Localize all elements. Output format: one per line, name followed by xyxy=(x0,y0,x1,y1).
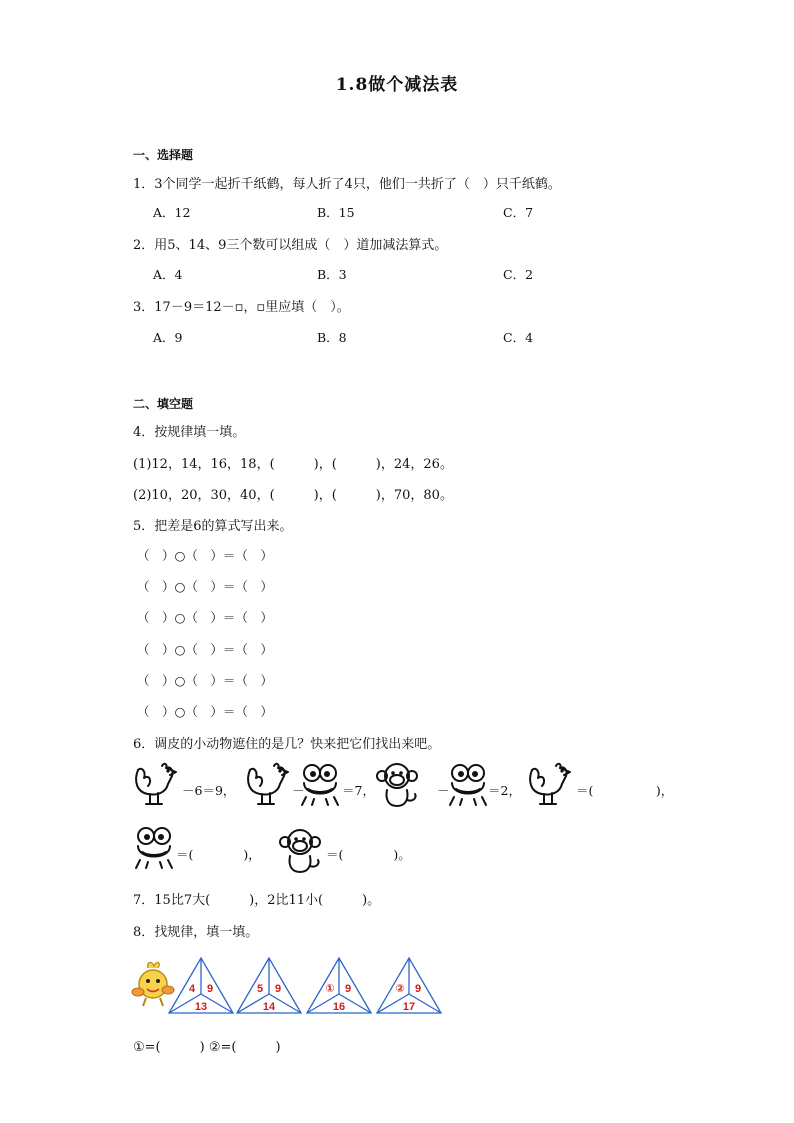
triangle-4-left: ② xyxy=(395,983,405,995)
question-1: 1．3个同学一起折千纸鹤，每人折了4只，他们一共折了（ ）只千纸鹤。 xyxy=(133,177,561,192)
frog-icon xyxy=(300,763,340,807)
q6-answer-frog[interactable]: ＝( )， xyxy=(176,847,261,862)
q6-eq2-result: ＝7， xyxy=(342,783,375,798)
rooster-icon xyxy=(132,762,180,808)
monkey-icon xyxy=(276,826,324,874)
q5-row: （ ）○（ ）＝（ ） xyxy=(137,673,273,688)
q1-option-c[interactable]: C．7 xyxy=(503,205,534,220)
q6-eq1-text: －6＝9， xyxy=(182,783,236,798)
q4-line-2: (2)10，20，30，40，( )，( )，70，80。 xyxy=(133,488,453,503)
q5-row: （ ）○（ ）＝（ ） xyxy=(137,642,273,657)
question-5: 5．把差是6的算式写出来。 xyxy=(133,519,293,534)
question-3: 3．17－9＝12－▫，▫里应填（ ）。 xyxy=(133,300,350,315)
triangle-1-left: 4 xyxy=(188,983,196,995)
page-title: 1.8做个减法表 xyxy=(335,75,459,95)
q3-option-c[interactable]: C．4 xyxy=(503,330,534,345)
rooster-icon xyxy=(244,762,292,808)
frog-icon xyxy=(134,826,174,870)
q4-line-1: (1)12，14，16，18，( )，( )，24，26。 xyxy=(133,457,453,472)
q1-option-a[interactable]: A．12 xyxy=(153,205,191,220)
q2-option-a[interactable]: A．4 xyxy=(153,267,183,282)
triangle-4-right: 9 xyxy=(414,983,422,995)
triangle-3-bottom: 16 xyxy=(332,1001,346,1013)
triangle-2-bottom: 14 xyxy=(262,1001,276,1013)
question-8: 8．找规律，填一填。 xyxy=(133,925,259,940)
q6-answer-monkey[interactable]: ＝( )。 xyxy=(326,847,411,862)
question-7: 7．15比7大( )，2比11小( )。 xyxy=(133,893,381,908)
q6-minus: － xyxy=(292,783,305,798)
q5-row: （ ）○（ ）＝（ ） xyxy=(137,579,273,594)
triangle-3-left: ① xyxy=(325,983,335,995)
triangle-1-right: 9 xyxy=(206,983,214,995)
frog-icon xyxy=(448,763,488,807)
q8-answer[interactable]: ①=( ) ②=( ) xyxy=(133,1040,281,1055)
section-heading-fill: 二、填空题 xyxy=(133,397,194,411)
triangle-4-bottom: 17 xyxy=(402,1001,416,1013)
triangle-3-right: 9 xyxy=(344,983,352,995)
section-heading-choice: 一、选择题 xyxy=(133,148,194,162)
triangle-2-left: 5 xyxy=(256,983,264,995)
question-6: 6．调皮的小动物遮住的是几？快来把它们找出来吧。 xyxy=(133,737,441,752)
monkey-icon xyxy=(373,760,421,808)
triangle-1-bottom: 13 xyxy=(194,1001,208,1013)
question-2: 2．用5、14、9三个数可以组成（ ）道加减法算式。 xyxy=(133,238,448,253)
q6-answer-rooster[interactable]: ＝( )， xyxy=(576,783,674,798)
q3-option-b[interactable]: B．8 xyxy=(317,330,347,345)
q3-option-a[interactable]: A．9 xyxy=(153,330,183,345)
triangle-2-right: 9 xyxy=(274,983,282,995)
question-4: 4．按规律填一填。 xyxy=(133,425,246,440)
q6-minus: － xyxy=(437,783,450,798)
q5-row: （ ）○（ ）＝（ ） xyxy=(137,704,273,719)
q5-row: （ ）○（ ）＝（ ） xyxy=(137,548,273,563)
q2-option-b[interactable]: B．3 xyxy=(317,267,347,282)
q6-eq3-result: ＝2， xyxy=(488,783,521,798)
rooster-icon xyxy=(526,762,574,808)
q2-option-c[interactable]: C．2 xyxy=(503,267,534,282)
q5-row: （ ）○（ ）＝（ ） xyxy=(137,610,273,625)
triangle-patterns xyxy=(166,956,446,1016)
q1-option-b[interactable]: B．15 xyxy=(317,205,355,220)
